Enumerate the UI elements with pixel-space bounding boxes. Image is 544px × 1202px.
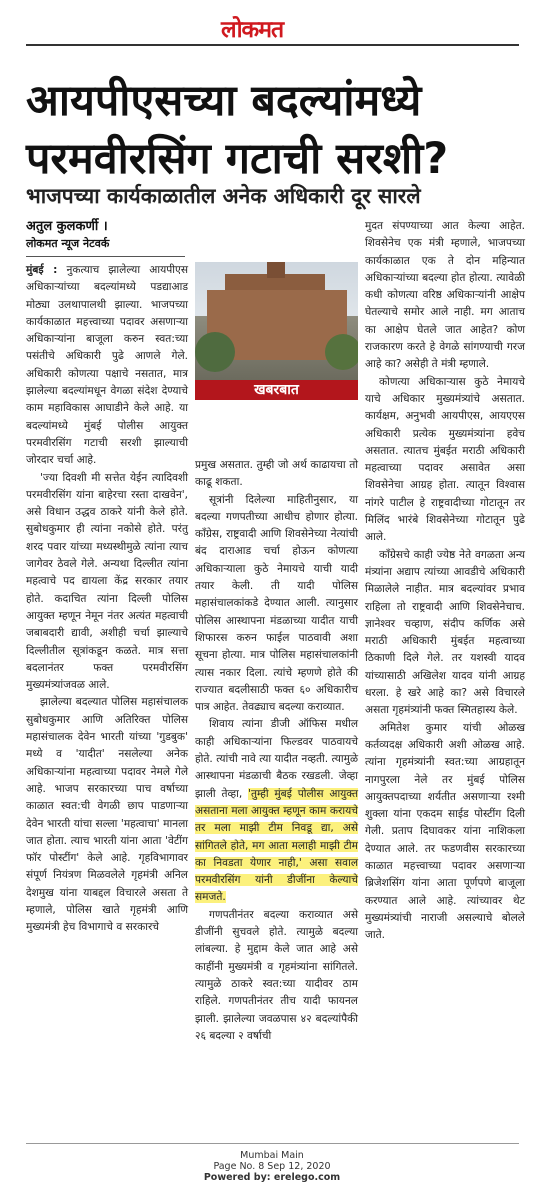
lokmat-logo: लोकमत	[221, 17, 284, 43]
paragraph-text: नुकत्याच झालेल्या आयपीएस अधिकाऱ्यांच्या बदल्यांमध्ये पडद्याआड मोठ्या उलथापालथी झाल्या. भाजपच्या कार्यकाळात महत्त्वाच्या पदावर असणाऱ्या अधिकाऱ्यांना बाजूला करुन स्वत:च्या पसंतीचे अधिकारी पुढे आणले गेले. अधिकारी कोणत्या पक्षाचे नसतात, मात्र झालेल्या बदल्यांमधून वेगळा संदेश देण्याचे काम महाविकास आघाडीने केले आहे. या बदल्यांमध्ये मुंबई पोलीस आयुक्त परमवीरसिंग गटाची सरशी झाल्याची जोरदार चर्चा आहे.	[26, 264, 188, 467]
highlighted-quote: 'तुम्ही मुंबई पोलीस आयुक्त असताना मला आयुक्त म्हणून काम करायचे तर मला माझी टीम निवडू द्या, असे सांगितले होते, मग आता मलाही माझी टीम का निवडता येणार नाही,' असा सवाल परमवीरसिंग यांनी डीजींना केल्याचे समजते.	[195, 787, 359, 904]
masthead	[0, 0, 544, 50]
article-paragraph	[195, 716, 358, 906]
column-tag: खबरबात	[195, 380, 358, 400]
article-paragraph	[26, 262, 188, 470]
paragraph-text: शिवाय त्यांना डीजी ऑफिस मधील काही अधिकाऱ्यांना फिल्डवर पाठवायचे होते. त्यांची नावे त्या यादीत नव्हती. त्यामुळे आस्थापना मंडळाची बैठक रखडली. जेव्हा झाली तेव्हा,	[195, 718, 358, 800]
byline	[26, 218, 256, 252]
subheadline: भाजपच्या कार्यकाळातील अनेक अधिकारी दूर सारले	[26, 184, 421, 208]
building-tower	[267, 262, 285, 278]
article-paragraph: गणपतीनंतर बदल्या कराव्यात असे डीजींनी सुचवले होते. त्यामुळे बदल्या लांबल्या. हे मुद्दाम केले जात आहे असे काहींनी मुख्यमंत्री व गृहमंत्र्यांना सांगितले. त्यामुळे ठाकरे स्वत:च्या यादीवर ठाम राहिले. गणपतीनंतर तीच यादी फायनल झाली. झालेल्या जवळपास ४२ बदल्यांपैकी २६ बदल्या २ वर्षाची	[195, 908, 358, 1042]
tree-right	[325, 334, 358, 370]
court-building-photo	[195, 262, 358, 382]
footer-divider	[26, 1143, 519, 1144]
article-column-3	[365, 218, 525, 944]
article-paragraph: झालेल्या बदल्यात पोलिस महासंचालक सुबोधकुमार आणि अतिरिक्त पोलिस महासंचालक देवेन भारती यांच्या 'गुडबुक' मध्ये व 'यादीत' नसलेल्या अनेक अधिकाऱ्यांना महत्वाच्या पदावर नेमले गेले आहे. भाजप सरकारच्या पाच वर्षाच्या काळात स्वत:ची वेगळी छाप पाडणाऱ्या देवेन भारती यांचा सल्ला 'महत्वाचा' मानला जात होता. त्याच भारती यांना आता 'वेटींग फॉर पोस्टींग' केले आहे. गृहविभागावर संपूर्ण नियंत्रण मिळवलेले गृहमंत्री अनिल देशमुख यांना याबद्दल विचारले असता ते म्हणाले, पोलिस खाते गृहमंत्री आणि मुख्यमंत्री हेच विभागाचे व सरकारचे	[26, 696, 188, 934]
dateline: मुंबई :	[26, 264, 58, 276]
article-paragraph: 'ज्या दिवशी मी सत्तेत येईन त्यादिवशी परमवीरसिंग यांना बाहेरचा रस्ता दाखवेन', असे विधान उद्धव ठाकरे यांनी केले होते. सुबोधकुमार ही त्यांना नकोसे होते. परंतु शरद पवार यांच्या मध्यस्थीमुळे त्यांना त्याच जागेवर ठेवले गेले. अन्यथा दिल्लीत त्यांना महत्वाचे पद द्यायला केंद्र सरकार तयार होते. कदाचित त्यांना दिल्ली पोलिस आयुक्त म्हणून नेमून नंतर अत्यंत महत्वाची जबाबदारी द्यावी, अशीही चर्चा झाल्याचे दिल्लीतील सूत्रांकडून कळते. मात्र सत्ता बदलानंतर फक्त परमवीरसिंग मुख्यमंत्र्यांजवळ आले.	[26, 471, 188, 692]
masthead-divider	[26, 44, 519, 46]
byline-divider	[26, 256, 185, 257]
article-column-1	[26, 262, 188, 937]
author-name: अतुल कुलकर्णी ।	[26, 219, 108, 234]
page-info: Page No. 8 Sep 12, 2020	[213, 1161, 331, 1172]
article-paragraph: प्रमुख असतात. तुम्ही जो अर्थ काढायचा तो काढू शकता.	[195, 459, 358, 489]
headline	[26, 72, 526, 188]
article-paragraph: सूत्रांनी दिलेल्या माहितीनुसार, या बदल्या गणपतीच्या आधीच होणार होत्या. कॉंग्रेस, राष्ट्रवादी आणि शिवसेनेच्या नेत्यांची बंद दाराआड चर्चा होऊन कोणत्या अधिकाऱ्याला कुठे नेमायचे याची यादी तयार केली. ती यादी पोलिस महासंचालकांकडे देण्यात आली. त्यानुसार पोलिस आस्थापना मंडळाच्या यादीत याची शिफारस करुन फाईल पाठवावी अशा सूचना होत्या. मात्र पोलिस महासंचालकांनी त्यास नकार दिला. त्यांचे म्हणणे होते की राज्यात बदलीसाठी फक्त ६० अधिकारीच पात्र आहेत. तेवढ्याच बदल्या कराव्यात.	[195, 493, 358, 714]
tree-left	[195, 332, 235, 372]
headline-line-2: परमवीरसिंग गटाची सरशी?	[26, 134, 449, 184]
article-paragraph: अमितेश कुमार यांची ओळख कर्तव्यदक्ष अधिकारी अशी ओळख आहे. त्यांना गृहमंत्र्यांनी स्वत:च्या आग्रहातून नागपुरला नेले तर मुंबई पोलिस आयुक्तपदाच्या शर्यतीत असणाऱ्या रश्मी शुक्ला यांना एकदम साईड पोस्टींग दिली गेली. प्रताप दिघावकर यांना नाशिकला देण्यात आले. तर फडणवीस सरकारच्या काळात महत्त्वाच्या पदावर असणाऱ्या ब्रिजेशसिंग यांना आता पूर्णपणे बाजूला करण्यात आले आहे. त्यांच्यावर थेट मुख्यमंत्र्यांची नाराजी असल्याचे बोलले जाते.	[365, 721, 525, 942]
powered-by-link[interactable]: Powered by: erelego.com	[203, 1172, 341, 1183]
footer	[0, 1150, 544, 1183]
edition-name: Mumbai Main	[240, 1150, 304, 1161]
headline-line-1: आयपीएसच्या बदल्यांमध्ये	[26, 76, 422, 126]
article-paragraph: कॉंग्रेसचे काही ज्येष्ठ नेते वगळता अन्य मंत्र्यांना अद्याप त्यांच्या आवडीचे अधिकारी मिळालेले नाहीत. मात्र बदल्यांवर प्रभाव राहिला तो राष्ट्रवादी आणि शिवसेनेचाच. ज्ञानेश्वर चव्हाण, संदीप कर्णिक असे मराठी अधिकारी मुंबईत महत्वाच्या ठिकाणी दिले गेले. तर यशस्वी यादव यांच्यासाठी अखिलेश यादव यांनी आग्रह धरला. हे खरे आहे का? असे विचारले असता गृहमंत्र्यांनी फक्त स्मितहास्य केले.	[365, 548, 525, 717]
news-agency: लोकमत न्यूज नेटवर्क	[26, 237, 110, 250]
article-paragraph: कोणत्या अधिकाऱ्यास कुठे नेमायचे याचे अधिकार मुख्यमंत्र्यांचे असतात. कार्यक्षम, अनुभवी आयपीएस, आयएएस अधिकारी प्रत्येक मुख्यमंत्र्यांना हवेच असतात. त्यातच मुंबईत मराठी अधिकारी महत्वाच्या पदावर असावेत असा शिवसेनेचा आग्रह होता. त्यातून विश्वास नांगरे पाटील हे राष्ट्रवादीच्या गोटातून तर मिलिंद भारंबे शिवसेनेच्या गोटातून पुढे आले.	[365, 375, 525, 544]
article-column-2	[195, 457, 358, 1045]
article-paragraph: मुदत संपण्याच्या आत केल्या आहेत. शिवसेनेच एक मंत्री म्हणाले, भाजपच्या कार्यकाळात एक ते दोन महिन्यात अधिकाऱ्यांच्या बदल्या होत होत्या. त्यावेळी कधी कोणत्या वरिष्ठ अधिकाऱ्यांनी आक्षेप घेतल्याचे समोर आले नाही. मग आताच का आक्षेप घेतले जात आहेत? कोण राजकारण करते हे वेगळे सांगण्याची गरज आहे का? असेही ते मंत्री म्हणाले.	[365, 220, 525, 371]
